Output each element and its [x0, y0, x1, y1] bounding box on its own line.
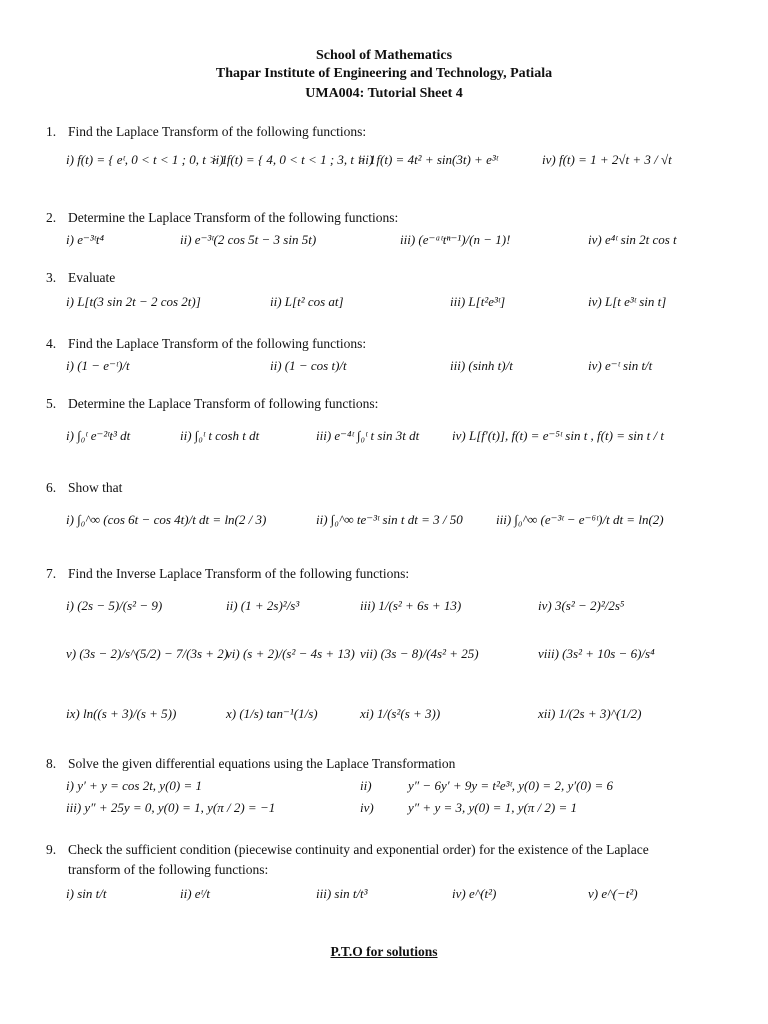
- question-9-continued: transform of the following functions:: [68, 862, 269, 877]
- q9-item: v) e^(−t²): [588, 886, 638, 901]
- q4-item: iv) e⁻ᵗ sin t/t: [588, 358, 653, 373]
- q9-item: iv) e^(t²): [452, 886, 497, 901]
- q4-item: iii) (sinh t)/t: [450, 358, 513, 373]
- question-3: 3. Evaluate: [46, 270, 116, 285]
- q8-item: i) y′ + y = cos 2t, y(0) = 1: [66, 778, 203, 793]
- q4-item: ii) (1 − cos t)/t: [270, 358, 347, 373]
- q6-item: ii) ∫₀^∞ te⁻³ᵗ sin t dt = 3 / 50: [316, 512, 463, 527]
- q7-item: vii) (3s − 8)/(4s² + 25): [360, 646, 479, 661]
- q8-item: y″ − 6y′ + 9y = t²e³ᵗ, y(0) = 2, y′(0) = 6: [408, 778, 613, 793]
- q5-item: i) ∫₀ᵗ e⁻²ᵗt³ dt: [66, 428, 131, 443]
- q6-item: iii) ∫₀^∞ (e⁻³ᵗ − e⁻⁶ᵗ)/t dt = ln(2): [496, 512, 664, 527]
- q1-item: i) f(t) = { eᵗ, 0 < t < 1 ; 0, t > 1: [66, 152, 228, 167]
- q7-item: viii) (3s² + 10s − 6)/s⁴: [538, 646, 655, 661]
- q1-item: iv) f(t) = 1 + 2√t + 3 / √t: [542, 152, 672, 167]
- q9-item: ii) eᵗ/t: [180, 886, 210, 901]
- institute-name: Thapar Institute of Engineering and Technology, Patiala: [215, 66, 553, 81]
- q2-item: iv) e⁴ᵗ sin 2t cos t: [588, 232, 677, 247]
- q8-item: ii): [360, 778, 372, 793]
- q7-item: ix) ln((s + 3)/(s + 5)): [66, 706, 177, 721]
- question-6: 6. Show that: [46, 480, 123, 495]
- q7-item: iv) 3(s² − 2)²/2s⁵: [538, 598, 625, 613]
- q7-item: xi) 1/(s²(s + 3)): [360, 706, 441, 721]
- q2-item: ii) e⁻³ᵗ(2 cos 5t − 3 sin 5t): [180, 232, 317, 247]
- q7-item: ii) (1 + 2s)²/s³: [226, 598, 300, 613]
- q4-item: i) (1 − e⁻ᵗ)/t: [66, 358, 130, 373]
- q3-item: ii) L[t² cos at]: [270, 294, 344, 309]
- q7-item: x) (1/s) tan⁻¹(1/s): [226, 706, 318, 721]
- q7-item: v) (3s − 2)/s^(5/2) − 7/(3s + 2): [66, 646, 229, 661]
- pto-footer: P.T.O for solutions: [330, 944, 438, 959]
- q5-item: iv) L[f′(t)], f(t) = e⁻⁵ᵗ sin t , f(t) = sin t / t: [452, 428, 664, 443]
- q8-item: iii) y″ + 25y = 0, y(0) = 1, y(π / 2) = −1: [66, 800, 276, 815]
- q6-item: i) ∫₀^∞ (cos 6t − cos 4t)/t dt = ln(2 / 3): [66, 512, 267, 527]
- question-5: 5. Determine the Laplace Transform of following functions:: [46, 396, 379, 411]
- q5-item: iii) e⁻⁴ᵗ ∫₀ᵗ t sin 3t dt: [316, 428, 420, 443]
- q7-item: i) (2s − 5)/(s² − 9): [66, 598, 163, 613]
- q9-item: iii) sin t/t³: [316, 886, 368, 901]
- q8-item: iv): [360, 800, 374, 815]
- q1-item: iii) f(t) = 4t² + sin(3t) + e³ᵗ: [358, 152, 498, 167]
- q3-item: i) L[t(3 sin 2t − 2 cos 2t)]: [66, 294, 201, 309]
- q2-item: i) e⁻³ᵗt⁴: [66, 232, 105, 247]
- question-7: 7. Find the Inverse Laplace Transform of the following functions:: [46, 566, 410, 581]
- q7-item: iii) 1/(s² + 6s + 13): [360, 598, 462, 613]
- question-9: 9. Check the sufficient condition (piecewise continuity and exponential order) for the existence of the Laplace: [46, 842, 649, 857]
- q2-item: iii) (e⁻ᵃᵗtⁿ⁻¹)/(n − 1)!: [400, 232, 511, 247]
- q7-item: vi) (s + 2)/(s² − 4s + 13): [226, 646, 355, 661]
- q5-item: ii) ∫₀ᵗ t cosh t dt: [180, 428, 260, 443]
- question-8: 8. Solve the given differential equations using the Laplace Transformation: [46, 756, 456, 771]
- q3-item: iv) L[t e³ᵗ sin t]: [588, 294, 667, 309]
- question-4: 4. Find the Laplace Transform of the following functions:: [46, 336, 367, 351]
- question-2: 2. Determine the Laplace Transform of the following functions:: [46, 210, 399, 225]
- q1-item: ii) f(t) = { 4, 0 < t < 1 ; 3, t > 1: [212, 152, 376, 167]
- q8-item: y″ + y = 3, y(0) = 1, y(π / 2) = 1: [408, 800, 578, 815]
- sheet-title: UMA004: Tutorial Sheet 4: [305, 86, 463, 101]
- q7-item: xii) 1/(2s + 3)^(1/2): [538, 706, 642, 721]
- q9-item: i) sin t/t: [66, 886, 107, 901]
- q3-item: iii) L[t²e³ᵗ]: [450, 294, 506, 309]
- question-1: 1. Find the Laplace Transform of the following functions:: [46, 124, 367, 139]
- school-name: School of Mathematics: [315, 48, 453, 63]
